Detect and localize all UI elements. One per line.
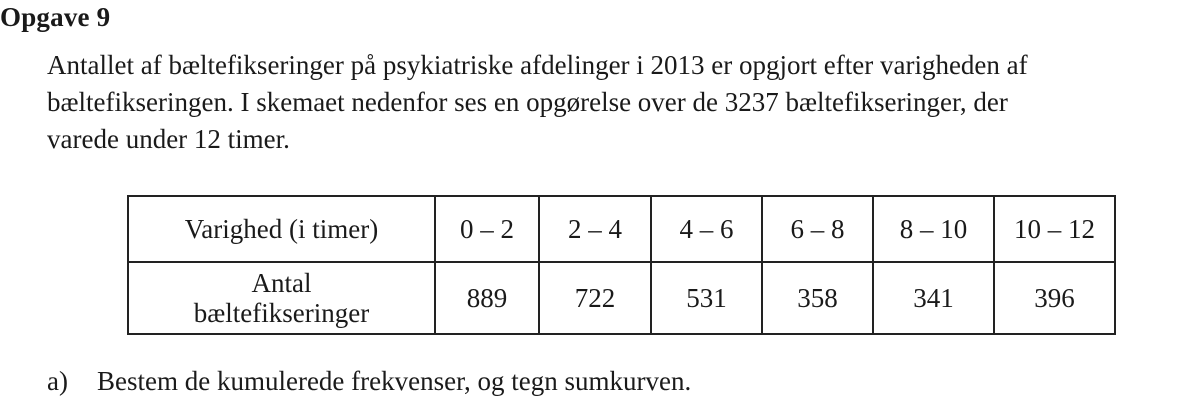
frequency-table bbox=[127, 195, 1116, 335]
row-header-count bbox=[128, 262, 435, 334]
row-header-count-line2: bæltefikseringer bbox=[193, 298, 370, 328]
interval-cell: 10 – 12 bbox=[994, 196, 1115, 262]
intro-paragraph bbox=[47, 47, 1187, 158]
table-row bbox=[128, 196, 1115, 262]
intro-line: varede under 12 timer. bbox=[47, 124, 290, 154]
count-cell: 396 bbox=[994, 262, 1115, 334]
interval-cell: 0 – 2 bbox=[435, 196, 539, 262]
exercise-title: Opgave 9 bbox=[0, 2, 111, 32]
row-header-duration: Varighed (i timer) bbox=[128, 196, 435, 262]
interval-cell: 2 – 4 bbox=[539, 196, 651, 262]
count-cell: 358 bbox=[762, 262, 873, 334]
task-a bbox=[47, 366, 691, 397]
table-row bbox=[128, 262, 1115, 334]
count-cell: 341 bbox=[873, 262, 994, 334]
intro-line: bæltefikseringen. I skemaet nedenfor ses en opgørelse over de 3237 bæltefikseringer, der bbox=[47, 87, 1008, 117]
task-text: Bestem de kumulerede frekvenser, og tegn sumkurven. bbox=[97, 366, 692, 396]
count-cell: 722 bbox=[539, 262, 651, 334]
interval-cell: 4 – 6 bbox=[651, 196, 762, 262]
intro-line: Antallet af bæltefikseringer på psykiatriske afdelinger i 2013 er opgjort efter varigheden af bbox=[47, 50, 1028, 80]
interval-cell: 6 – 8 bbox=[762, 196, 873, 262]
count-cell: 531 bbox=[651, 262, 762, 334]
count-cell: 889 bbox=[435, 262, 539, 334]
interval-cell: 8 – 10 bbox=[873, 196, 994, 262]
task-letter: a) bbox=[47, 366, 68, 396]
row-header-count-line1: Antal bbox=[251, 268, 312, 298]
